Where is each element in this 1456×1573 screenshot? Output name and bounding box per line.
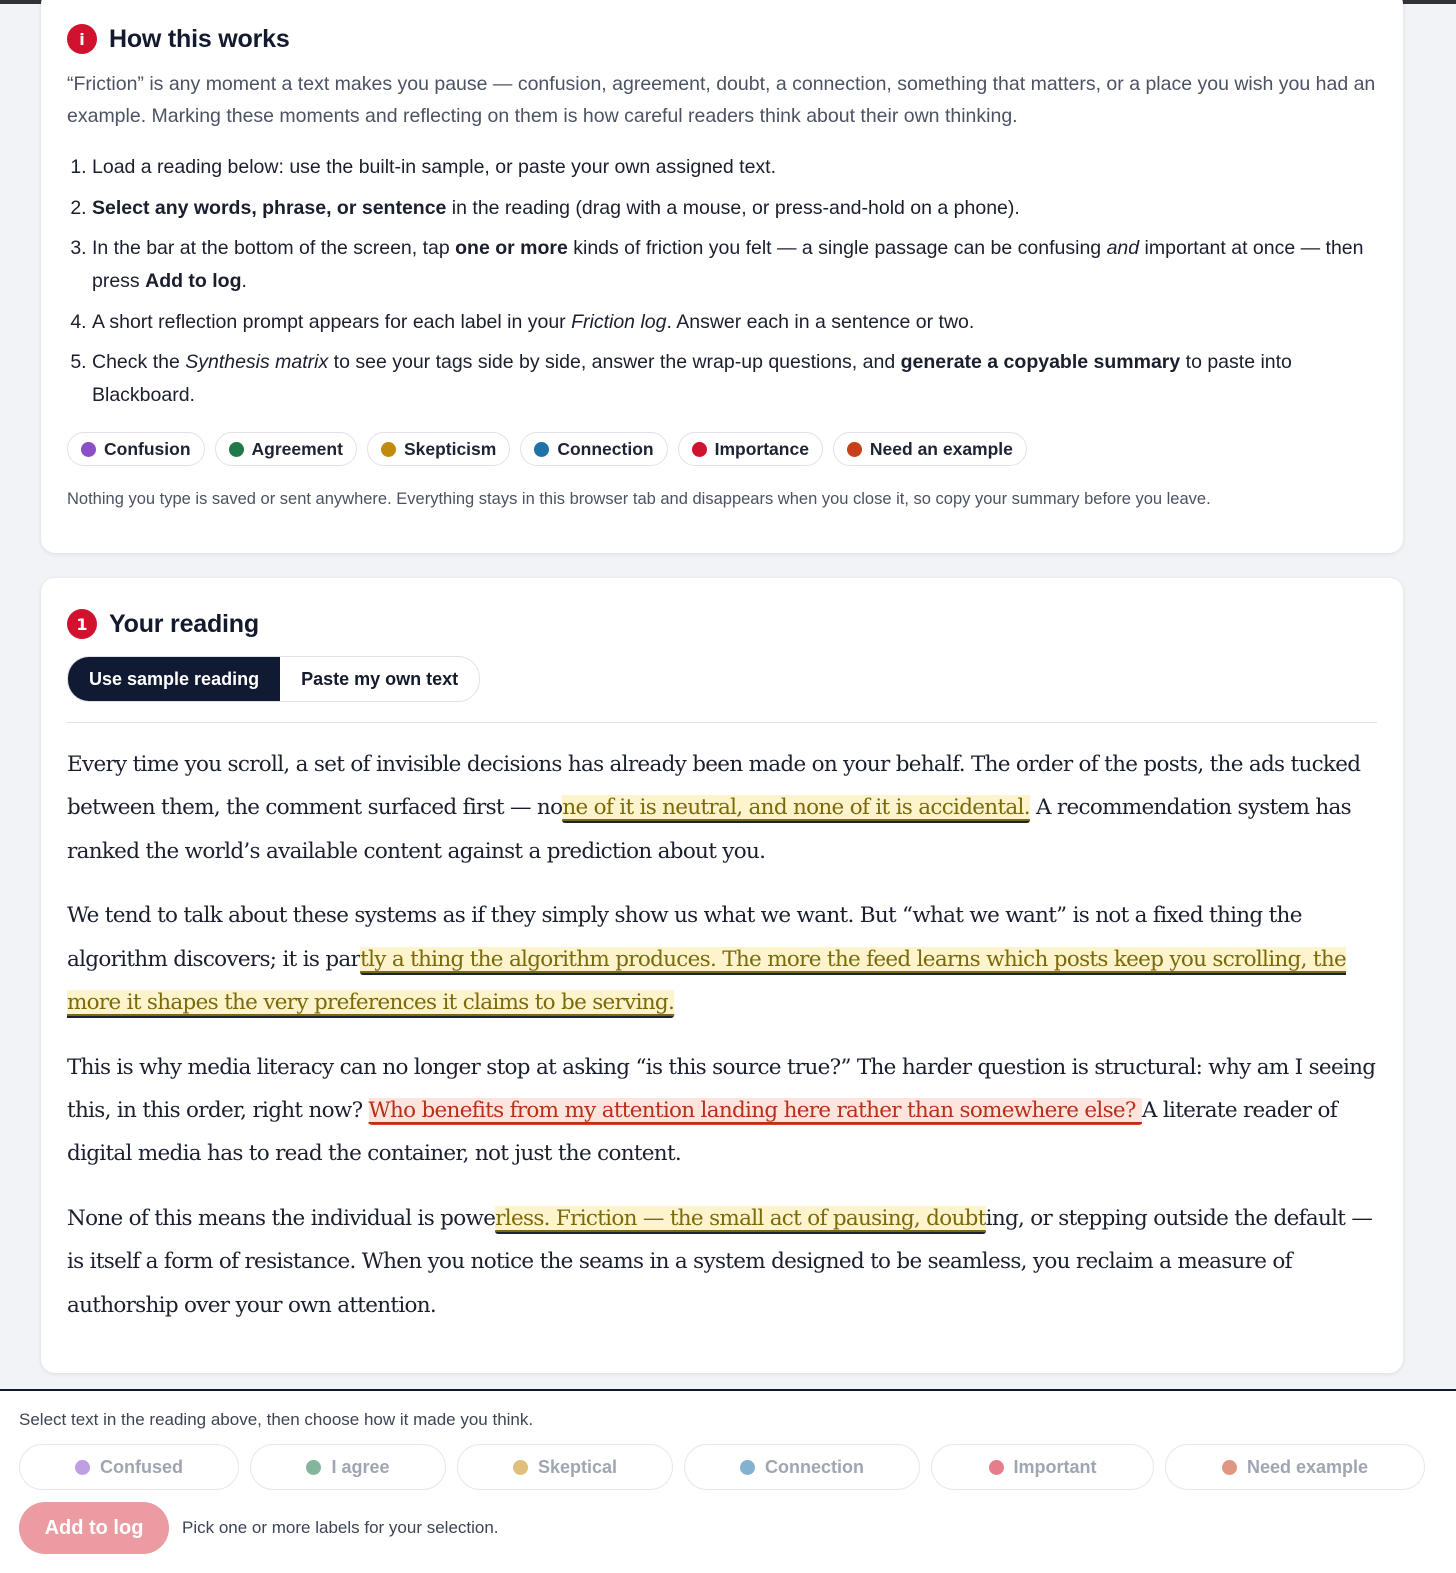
- legend-importance: Importance: [678, 432, 823, 466]
- legend-skepticism: Skepticism: [367, 432, 510, 466]
- step-3: 3. In the bar at the bottom of the screen, tap one or more kinds of friction you felt — a single passage can be confusing and important at once — then press Add to log.: [92, 232, 1377, 298]
- step-2: 2. Select any words, phrase, or sentence in the reading (drag with a mouse, or press-and-hold on a phone).: [92, 192, 1377, 225]
- tagged-highlight[interactable]: tly a thing the algorithm produces. The more the feed learns which posts keep you scrolling, the more it shapes the very preferences it claims to be serving.: [67, 947, 1346, 1018]
- add-to-log-button[interactable]: Add to log: [19, 1502, 169, 1554]
- agreement-dot-icon: [229, 442, 244, 457]
- importance-dot-icon: [989, 1460, 1004, 1475]
- label-connection-button[interactable]: Connection: [684, 1444, 920, 1490]
- reading-paragraph[interactable]: Every time you scroll, a set of invisible decisions has already been made on your behalf. The order of the posts, the ads tucked between them, the comment surfaced first — none of it is neutral, and none of it is accidental. A recommendation system has ranked the world’s available content against a prediction about you.: [67, 752, 1361, 864]
- reading-paragraph[interactable]: We tend to talk about these systems as if they simply show us what we want. But “what we want” is not a fixed thing the algorithm discovers; it is partly a thing the algorithm produces. The more the feed learns which posts keep you scrolling, the more it shapes the very preferences it claims to be serving.: [67, 894, 1377, 1024]
- step-5: 5. Check the Synthesis matrix to see your tags side by side, answer the wrap-up questions, and generate a copyable summary to paste into Blackboard.: [92, 346, 1377, 412]
- legend-confusion: Confusion: [67, 432, 205, 466]
- reading-paragraph[interactable]: None of this means the individual is powerless. Friction — the small act of pausing, doubting, or stepping outside the default — is itself a form of resistance. When you notice the seams in a system designed to be seamless, you reclaim a measure of authorship over your own attention.: [67, 1206, 1373, 1318]
- how-it-works-title: How this works: [109, 24, 290, 53]
- reading-card: [41, 578, 1403, 1373]
- step-1: 1. Load a reading below: use the built-in sample, or paste your own assigned text.: [92, 151, 1377, 184]
- step-number-icon: 1: [67, 609, 97, 639]
- label-skeptical-button[interactable]: Skeptical: [457, 1444, 673, 1490]
- how-it-works-header: [67, 19, 1377, 59]
- reading-text[interactable]: [67, 743, 1377, 1327]
- friction-legend: [67, 432, 1377, 468]
- legend-agreement: Agreement: [215, 432, 357, 466]
- importance-dot-icon: [692, 442, 707, 457]
- skepticism-dot-icon: [381, 442, 396, 457]
- agreement-dot-icon: [306, 1460, 321, 1475]
- confusion-dot-icon: [75, 1460, 90, 1475]
- how-it-works-card: [41, 0, 1403, 553]
- legend-need-example: Need an example: [833, 432, 1027, 466]
- legend-connection: Connection: [520, 432, 667, 466]
- label-need-example-button[interactable]: Need example: [1165, 1444, 1425, 1490]
- skepticism-dot-icon: [513, 1460, 528, 1475]
- tagged-highlight[interactable]: ne of it is neutral, and none of it is accidental.: [562, 795, 1030, 823]
- privacy-note: Nothing you type is saved or sent anywhere. Everything stays in this browser tab and disappears when you close it, so copy your summary before you leave.: [67, 490, 1211, 508]
- tagged-highlight[interactable]: Who benefits from my attention landing here rather than somewhere else?: [368, 1098, 1142, 1124]
- info-icon: i: [67, 24, 97, 54]
- divider: [67, 722, 1377, 723]
- label-important-button[interactable]: Important: [931, 1444, 1154, 1490]
- friction-intro: “Friction” is any moment a text makes you pause — confusion, agreement, doubt, a connection, something that matters, or a place you wish you had an example. Marking these moments and reflecting on them is how careful readers think about their own thinking.: [67, 73, 1376, 127]
- reading-title: Your reading: [109, 609, 259, 638]
- tagging-bar: [0, 1389, 1456, 1573]
- tab-paste-own-text[interactable]: Paste my own text: [301, 668, 459, 689]
- tagged-highlight[interactable]: rless. Friction — the small act of pausing, doubt: [495, 1206, 985, 1234]
- label-agree-button[interactable]: I agree: [250, 1444, 446, 1490]
- tagging-hint: Select text in the reading above, then choose how it made you think.: [19, 1410, 534, 1429]
- tab-sample-reading[interactable]: Use sample reading: [68, 657, 280, 701]
- need-example-dot-icon: [1222, 1460, 1237, 1475]
- reading-header: [67, 604, 1377, 644]
- add-to-log-hint: Pick one or more labels for your selection.: [182, 1518, 499, 1537]
- connection-dot-icon: [740, 1460, 755, 1475]
- need-example-dot-icon: [847, 442, 862, 457]
- connection-dot-icon: [534, 442, 549, 457]
- reading-source-toggle: [67, 656, 480, 702]
- instructions-list: [67, 151, 1377, 412]
- label-buttons: [19, 1444, 1429, 1490]
- step-4: 4. A short reflection prompt appears for each label in your Friction log. Answer each in a sentence or two.: [92, 306, 1377, 339]
- reading-paragraph[interactable]: This is why media literacy can no longer stop at asking “is this source true?” The harder question is structural: why am I seeing this, in this order, right now? Who benefits from my attention landing here rather than somewhere else? A literate reader of digital media has to read the container, not just the content.: [67, 1054, 1376, 1167]
- confusion-dot-icon: [81, 442, 96, 457]
- label-confused-button[interactable]: Confused: [19, 1444, 239, 1490]
